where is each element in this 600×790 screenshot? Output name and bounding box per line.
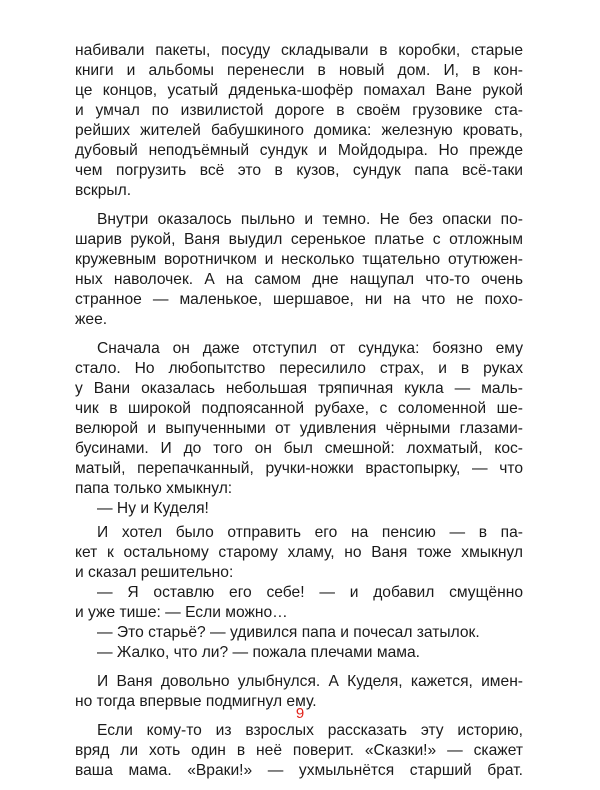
text-line: ных наволочек. А на самом дне нащупал что-то очень: [75, 271, 523, 288]
text-line: кружевным воротничком и несколько тщательно отутюжен-: [75, 251, 523, 268]
text-line: и уже тише: — Если можно…: [75, 604, 288, 621]
dialogue-line: — Ну и Куделя!: [97, 500, 209, 517]
text-line: дубовый неподъёмный сундук и Мойдодыра. Но прежде: [75, 142, 523, 159]
text-line: ваша мама. «Враки!» — ухмыльнётся старший брат.: [75, 762, 523, 779]
page-body: [75, 41, 523, 790]
dialogue-line: — Это старьё? — удивился папа и почесал затылок.: [97, 624, 480, 641]
text-line: вряд ли хоть один в неё поверит. «Сказки!» — скажет: [75, 742, 523, 759]
text-line: и сказал решительно:: [75, 564, 234, 581]
text-line: И Ваня довольно улыбнулся. А Куделя, кажется, имен-: [97, 673, 523, 690]
text-line: велюрой и выпученными от удивления чёрными глазами-: [75, 420, 523, 437]
text-line: книги и альбомы перенесли в новый дом. И, в кон-: [75, 62, 523, 79]
text-line: рейших жителей бабушкиного домика: железную кровать,: [75, 122, 523, 139]
text-line: чик в широкой подпоясанной рубахе, с соломенной ше-: [75, 400, 523, 417]
text-line: папа только хмыкнул:: [75, 480, 233, 497]
text-line: странное — маленькое, шершавое, ни на что не похо-: [75, 291, 523, 308]
text-line: це концов, усатый дяденька-шофёр помахал Ване рукой: [75, 82, 523, 99]
text-line: кет к остальному старому хламу, но Ваня тоже хмыкнул: [75, 544, 523, 561]
text-line: набивали пакеты, посуду складывали в коробки, старые: [75, 42, 523, 59]
text-line: бусинами. И до того он был смешной: лохматый, кос-: [75, 440, 523, 457]
text-line: у Вани оказалась небольшая тряпичная кукла — маль-: [75, 380, 523, 397]
page-number: 9: [295, 705, 305, 722]
text-line: чем погрузить всё это в кузов, сундук папа всё-таки: [75, 162, 523, 179]
text-line: вскрыл.: [75, 182, 132, 199]
text-line: Внутри оказалось пыльно и темно. Не без опаски по-: [97, 211, 523, 228]
dialogue-line: — Жалко, что ли? — пожала плечами мама.: [97, 644, 420, 661]
paragraph-1: [75, 41, 523, 201]
paragraph-6: [75, 721, 523, 781]
text-line: но тогда впервые подмигнул ему.: [75, 693, 317, 710]
paragraph-3: [75, 339, 523, 519]
text-line: И хотел было отправить его на пенсию — в па-: [97, 524, 523, 541]
text-line: матый, перепачканный, ручки-ножки врастопырку, — что: [75, 460, 523, 477]
paragraph-2: [75, 210, 523, 330]
text-line: стало. Но любопытство пересилило страх, и в руках: [75, 360, 523, 377]
text-line: и умчал по извилистой дороге в своём грузовике ста-: [75, 102, 523, 119]
text-line: Сначала он даже отступил от сундука: боязно ему: [97, 340, 523, 357]
paragraph-4: [75, 523, 523, 663]
text-line: Если кому-то из взрослых рассказать эту историю,: [97, 722, 523, 739]
dialogue-line: — Я оставлю его себе! — и добавил смущённо: [97, 584, 523, 601]
text-line: шарив рукой, Ваня выудил серенькое платье с отложным: [75, 231, 523, 248]
text-line: жее.: [75, 311, 108, 328]
